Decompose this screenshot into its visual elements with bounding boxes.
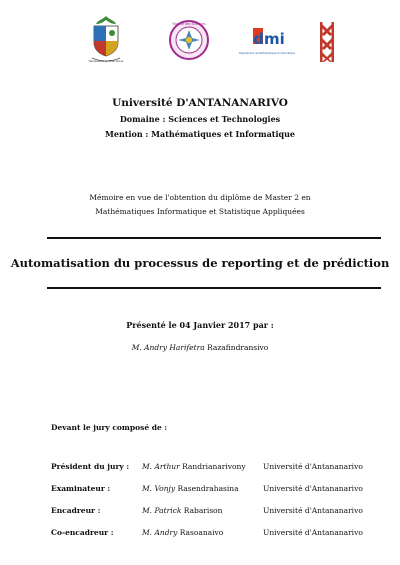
dmi-subtext: Département de Mathématiques et Informatique [238, 52, 296, 55]
jury-person-surname: Rasendrahasina [177, 484, 239, 493]
jury-person [142, 506, 223, 515]
author-surname: Razafindransivo [207, 343, 269, 352]
jury-role: Président du jury : [51, 462, 130, 471]
domain-line: Domaine : Sciences et Technologies [119, 114, 281, 124]
jury-person-first: M. Andry [142, 528, 178, 537]
logos-row [0, 14, 400, 76]
presentation-date: Présenté le 04 Janvier 2017 par : [126, 320, 274, 330]
jury-institution: Université d'Antananarivo [263, 506, 363, 515]
jury-person [142, 462, 246, 471]
memoire-purpose-line-1: Mémoire en vue de l'obtention du diplôme de Master 2 en [89, 193, 311, 202]
mention-line: Mention : Mathématiques et Informatique [105, 129, 295, 139]
jury-person-first: M. Vonjy [142, 484, 176, 493]
jury-institution: Université d'Antananarivo [263, 484, 363, 493]
author-first-names: M. Andry Harifetra [131, 343, 205, 352]
jury-heading: Devant le jury composé de : [51, 423, 168, 432]
faculty-label: Faculté des Sciences [172, 22, 206, 26]
jury-person-first: M. Arthur [142, 462, 180, 471]
author-name [0, 343, 400, 352]
university-crest-logo [88, 14, 124, 64]
jury-person [142, 528, 223, 537]
jury-person [142, 484, 239, 493]
jury-person-surname: Rasoanaivo [179, 528, 224, 537]
jury-role: Co-encadreur : [51, 528, 114, 537]
faculty-sciences-logo [168, 18, 210, 62]
thesis-title: Automatisation du processus de reporting et de prédiction [10, 256, 390, 270]
title-top-rule [47, 237, 381, 239]
jury-role: Examinateur : [51, 484, 111, 493]
jury-row [0, 506, 400, 518]
title-bottom-rule [47, 287, 381, 289]
jury-role: Encadreur : [51, 506, 101, 515]
jury-person-first: M. Patrick [142, 506, 182, 515]
dmi-wordmark: dmi [253, 30, 285, 48]
jury-row [0, 462, 400, 474]
dmi-logo [238, 22, 296, 62]
jury-row [0, 484, 400, 496]
jury-person-surname: Rabarison [183, 506, 223, 515]
jury-institution: Université d'Antananarivo [263, 462, 363, 471]
memoire-purpose-line-2: Mathématiques Informatique et Statistique Appliquées [95, 207, 305, 216]
jury-row [0, 528, 400, 540]
malagasy-script-logo [318, 20, 336, 64]
jury-institution: Université d'Antananarivo [263, 528, 363, 537]
university-name: Université D'ANTANANARIVO [112, 97, 288, 109]
crest-motto: Fahazavana sy fahendrena [88, 60, 124, 63]
jury-person-surname: Randrianarivony [182, 462, 246, 471]
